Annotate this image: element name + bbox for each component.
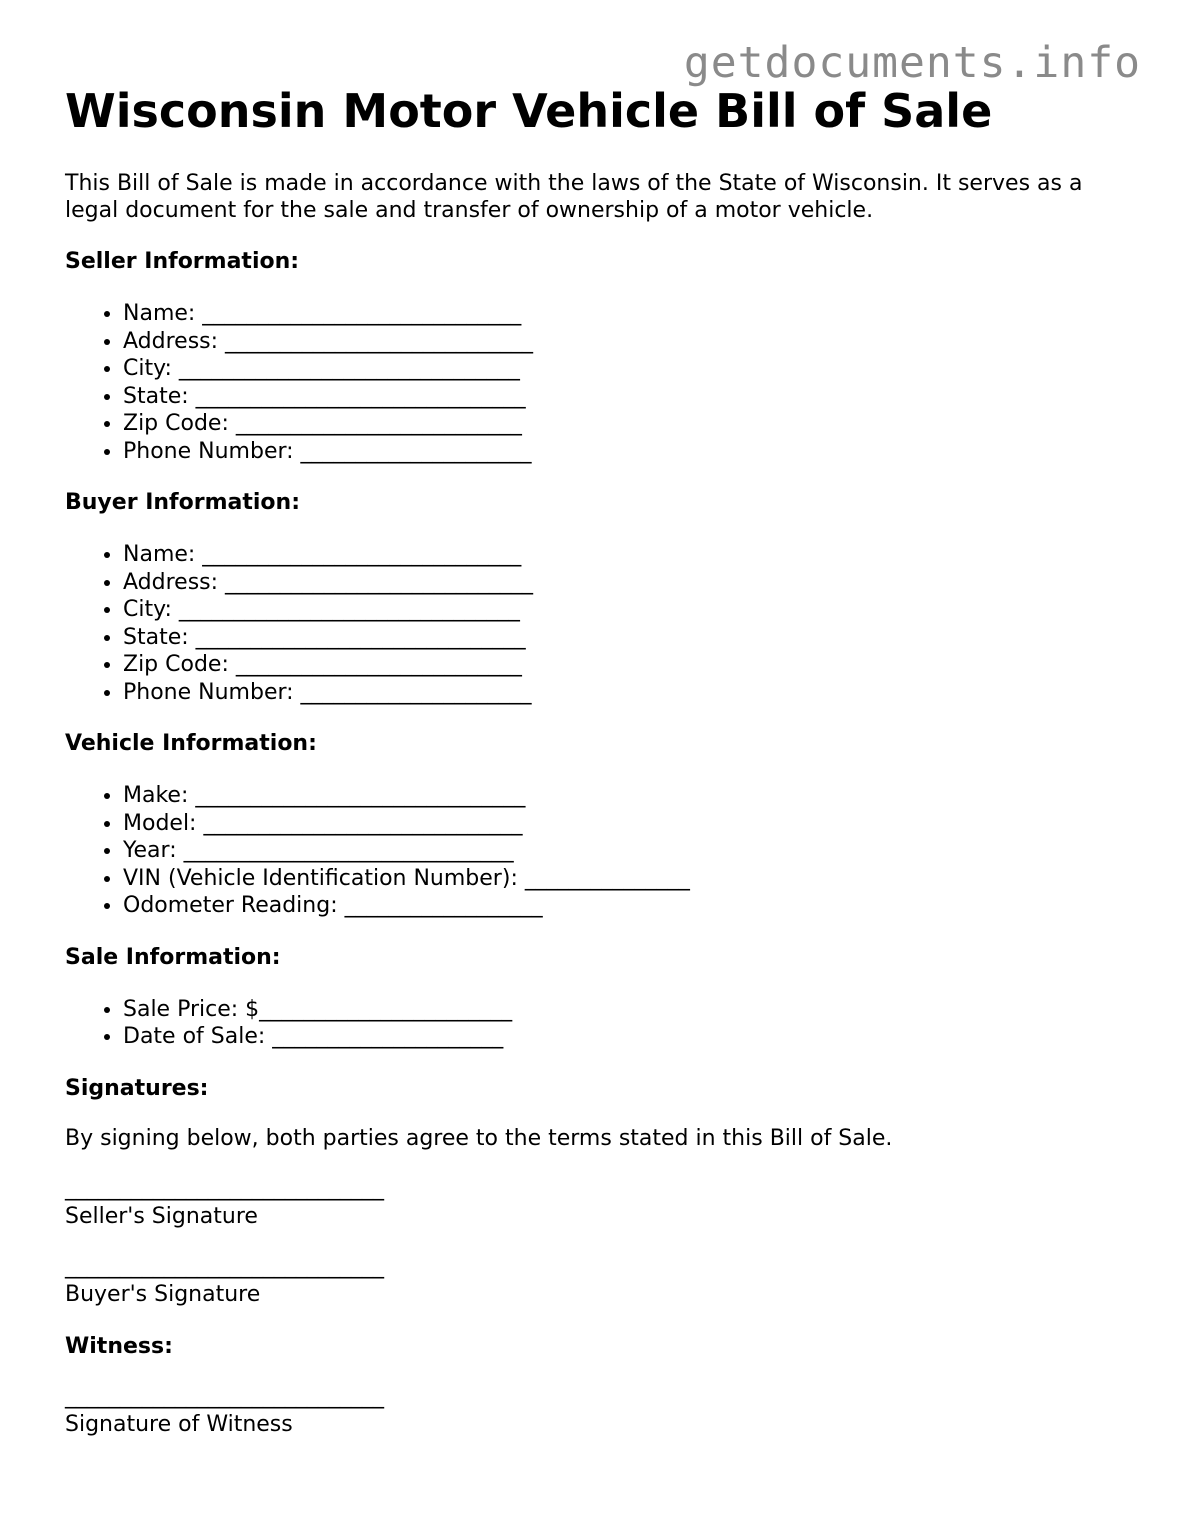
vehicle-year-field[interactable]: • Year: ______________________________ <box>123 837 1125 865</box>
seller-signature-block <box>65 1175 1125 1231</box>
witness-signature-block <box>65 1383 1125 1439</box>
buyer-city-field[interactable]: • City: _______________________________ <box>123 596 1125 624</box>
page-title: Wisconsin Motor Vehicle Bill of Sale <box>65 84 993 138</box>
buyer-heading: Buyer Information: <box>65 490 300 515</box>
vehicle-vin-field[interactable]: • VIN (Vehicle Identification Number): _______________ <box>123 865 1125 893</box>
vehicle-make-field[interactable]: • Make: ______________________________ <box>123 782 1125 810</box>
buyer-signature-block <box>65 1253 1125 1309</box>
seller-zip-field[interactable]: • Zip Code: __________________________ <box>123 410 1125 438</box>
seller-fields <box>65 300 1125 465</box>
buyer-name-field[interactable]: • Name: _____________________________ <box>123 541 1125 569</box>
sale-heading: Sale Information: <box>65 944 281 970</box>
seller-signature-line[interactable]: _____________________________ <box>65 1175 384 1201</box>
buyer-address-field[interactable]: • Address: ____________________________ <box>123 569 1125 597</box>
buyer-zip-field[interactable]: • Zip Code: __________________________ <box>123 651 1125 679</box>
vehicle-fields <box>65 782 1125 920</box>
signatures-heading: Signatures: <box>65 1075 209 1101</box>
sale-price-field[interactable]: • Sale Price: $_______________________ <box>123 996 1125 1024</box>
seller-name-field[interactable]: • Name: _____________________________ <box>123 300 1125 328</box>
intro-paragraph: This Bill of Sale is made in accordance with the laws of the State of Wisconsin. It serves as a legal document for the sale and transfer of ownership of a motor vehicle. <box>65 171 1083 223</box>
buyer-signature-label: Buyer's Signature <box>65 1281 261 1307</box>
document <box>65 80 1125 1439</box>
seller-address-field[interactable]: • Address: ____________________________ <box>123 328 1125 356</box>
vehicle-model-field[interactable]: • Model: _____________________________ <box>123 810 1125 838</box>
seller-signature-label: Seller's Signature <box>65 1203 258 1229</box>
seller-heading: Seller Information: <box>65 249 300 274</box>
sale-fields <box>65 996 1125 1051</box>
witness-signature-line[interactable]: _____________________________ <box>65 1383 384 1409</box>
buyer-phone-field[interactable]: • Phone Number: _____________________ <box>123 679 1125 707</box>
witness-heading: Witness: <box>65 1333 173 1359</box>
signatures-statement: By signing below, both parties agree to the terms stated in this Bill of Sale. <box>65 1125 893 1151</box>
vehicle-heading: Vehicle Information: <box>65 731 317 756</box>
buyer-state-field[interactable]: • State: ______________________________ <box>123 624 1125 652</box>
seller-phone-field[interactable]: • Phone Number: _____________________ <box>123 438 1125 466</box>
buyer-signature-line[interactable]: _____________________________ <box>65 1253 384 1279</box>
seller-state-field[interactable]: • State: ______________________________ <box>123 383 1125 411</box>
sale-date-field[interactable]: • Date of Sale: _____________________ <box>123 1023 1125 1051</box>
buyer-fields <box>65 541 1125 706</box>
vehicle-odometer-field[interactable]: • Odometer Reading: __________________ <box>123 892 1125 920</box>
watermark: getdocuments.info <box>683 38 1141 88</box>
seller-city-field[interactable]: • City: _______________________________ <box>123 355 1125 383</box>
witness-signature-label: Signature of Witness <box>65 1411 293 1437</box>
